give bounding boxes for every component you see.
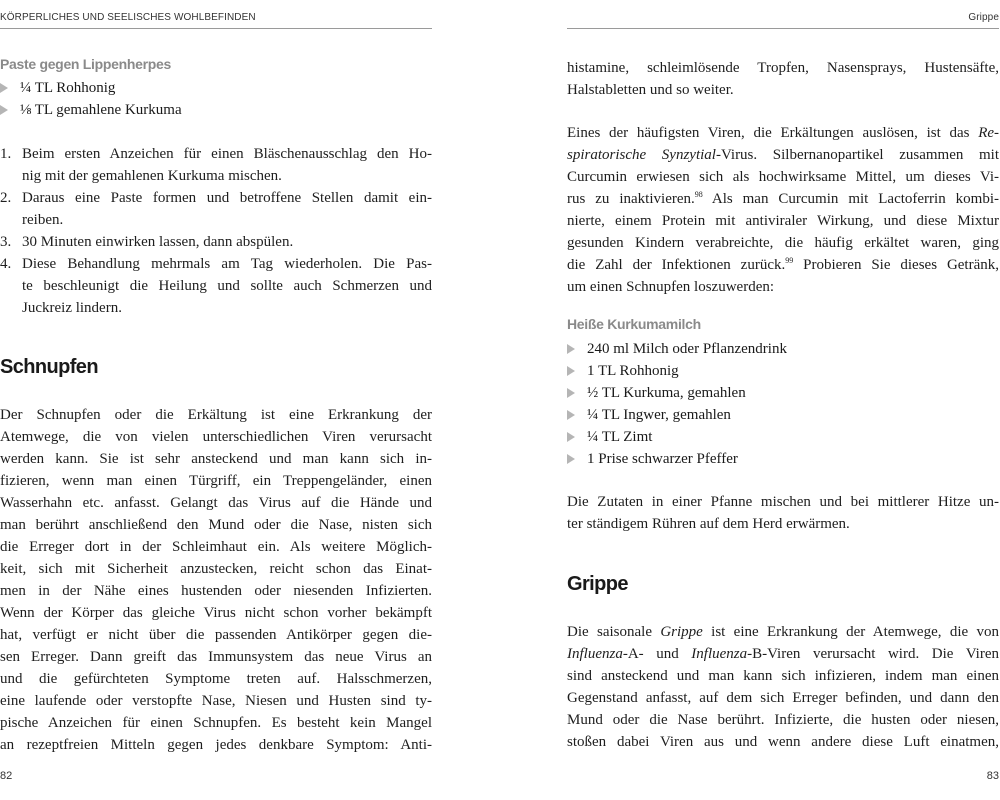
text-line: eine laufende oder verstopfte Nase, Niesen und Husten sind ty- bbox=[0, 693, 432, 709]
bullet-triangle-icon bbox=[567, 432, 575, 442]
footnote-ref: 98 bbox=[694, 190, 703, 199]
running-head-text: Grippe bbox=[968, 12, 999, 23]
step-item-cont: reiben. bbox=[22, 212, 64, 228]
text-line: spiratorische Synzytial-Virus. Silbernanopartikel zusammen mit bbox=[567, 147, 999, 163]
text-line: hat, verfügt er nicht über die passenden Antikörper gegen die- bbox=[0, 627, 432, 643]
text-line: Die saisonale Grippe ist eine Erkrankung der Atemwege, die von bbox=[567, 624, 999, 640]
text-line: an rezeptfreien Mitteln gegen jedes denkbare Symptom: Anti- bbox=[0, 737, 432, 753]
step-item: 4. Diese Behandlung mehrmals am Tag wiederholen. Die Pas- bbox=[0, 256, 432, 272]
right-page bbox=[567, 0, 999, 800]
ingredient-item: 240 ml Milch oder Pflanzendrink bbox=[567, 338, 787, 360]
text-line: pische Anzeichen für einen Schnupfen. Es besteht kein Mangel bbox=[0, 715, 432, 731]
running-head-text: KÖRPERLICHES UND SEELISCHES WOHLBEFINDEN bbox=[0, 12, 256, 23]
step-item: 1. Beim ersten Anzeichen für einen Bläschenausschlag den Ho- bbox=[0, 146, 432, 162]
bullet-triangle-icon bbox=[0, 83, 8, 93]
text-line: Halstabletten und so weiter. bbox=[567, 82, 734, 98]
text-line: gesunden Kindern verabreichte, die häufig erkältet waren, ging bbox=[567, 235, 999, 251]
text-line: werden kann. Sie ist sehr ansteckend und man kann sich in- bbox=[0, 451, 432, 467]
text-line: Mund oder die Nase berührt. Infizierte, die husten oder niesen, bbox=[567, 712, 999, 728]
footnote-ref: 99 bbox=[785, 256, 794, 265]
section-heading-grippe: Grippe bbox=[567, 573, 628, 595]
ingredient-item: ¼ TL Zimt bbox=[567, 426, 652, 448]
text-line: ter ständigem Rühren auf dem Herd erwärmen. bbox=[567, 516, 850, 532]
text-line: histamine, schleimlösende Tropfen, Nasensprays, Hustensäfte, bbox=[567, 60, 999, 76]
step-item: 3. 30 Minuten einwirken lassen, dann abspülen. bbox=[0, 234, 294, 250]
running-head bbox=[0, 12, 432, 29]
text-line: Influenza-A- und Influenza-B-Viren verursacht wird. Die Viren bbox=[567, 646, 999, 662]
step-item: 2. Daraus eine Paste formen und betroffene Stellen damit ein- bbox=[0, 190, 432, 206]
page-number: 83 bbox=[986, 770, 999, 782]
text-line: sen Erreger. Dann greift das Immunsystem das neue Virus an bbox=[0, 649, 432, 665]
text-line: Wenn der Körper das gleiche Virus nicht schon vorher bekämpft bbox=[0, 605, 432, 621]
running-head bbox=[567, 12, 999, 29]
bullet-triangle-icon bbox=[567, 366, 575, 376]
text-line: und die gefürchteten Symptome treten auf. Halsschmerzen, bbox=[0, 671, 432, 687]
text-line: Curcumin erwiesen sich als hochwirksame Mittel, um dieses Vi- bbox=[567, 169, 999, 185]
step-item-cont: te beschleunigt die Heilung und sollte auch Schmerzen und bbox=[22, 278, 432, 294]
page-number: 82 bbox=[0, 770, 13, 782]
ingredient-item: ¼ TL Ingwer, gemahlen bbox=[567, 404, 731, 426]
text-line: sind ansteckend und man kann sich infizieren, indem man einen bbox=[567, 668, 999, 684]
step-item-cont: Juckreiz lindern. bbox=[22, 300, 122, 316]
text-line: die Erreger dort in der Schleimhaut ein. Als weitere Möglich- bbox=[0, 539, 432, 555]
section-heading-schnupfen: Schnupfen bbox=[0, 356, 98, 378]
ingredient-item: ½ TL Kurkuma, gemahlen bbox=[567, 382, 746, 404]
step-item-cont: nig mit der gemahlenen Kurkuma mischen. bbox=[22, 168, 282, 184]
recipe-title: Heiße Kurkumamilch bbox=[567, 316, 701, 332]
left-page bbox=[0, 0, 432, 800]
text-line: Atemwege, die von vielen unterschiedlichen Viren verursacht bbox=[0, 429, 432, 445]
ingredient-item: 1 Prise schwarzer Pfeffer bbox=[567, 448, 738, 470]
text-line: Der Schnupfen oder die Erkältung ist eine Erkrankung der bbox=[0, 407, 432, 423]
bullet-triangle-icon bbox=[0, 105, 8, 115]
text-line: die Zahl der Infektionen zurück.$^{99}$ Probieren Sie dieses Getränk, bbox=[567, 256, 999, 273]
ingredient-item: ⅛ TL gemahlene Kurkuma bbox=[0, 99, 182, 121]
text-line: nierte, einem Protein mit antiviraler Wirkung, und diese Mixtur bbox=[567, 213, 999, 229]
bullet-triangle-icon bbox=[567, 454, 575, 464]
text-line: fizieren, wenn man einen Türgriff, ein Treppengeländer, einen bbox=[0, 473, 432, 489]
text-line: rus zu inaktivieren.$^{98}$ Als man Curcumin mit Lactoferrin kombi- bbox=[567, 190, 999, 207]
ingredient-item: ¼ TL Rohhonig bbox=[0, 77, 115, 99]
text-line: man berührt anschließend den Mund oder die Nase, nisten sich bbox=[0, 517, 432, 533]
text-line: um einen Schnupfen loszuwerden: bbox=[567, 279, 775, 295]
text-line: Gegenstand anfasst, auf dem sich Erreger befinden, und dann den bbox=[567, 690, 999, 706]
text-line: Eines der häufigsten Viren, die Erkältungen auslösen, ist das Re- bbox=[567, 125, 1000, 141]
text-line: men in der Nähe eines hustenden oder niesenden Infizierten. bbox=[0, 583, 432, 599]
bullet-triangle-icon bbox=[567, 388, 575, 398]
bullet-triangle-icon bbox=[567, 410, 575, 420]
text-line: Die Zutaten in einer Pfanne mischen und bei mittlerer Hitze un- bbox=[567, 494, 999, 510]
ingredient-item: 1 TL Rohhonig bbox=[567, 360, 679, 382]
text-line: stoßen dabei Viren aus und wenn andere diese Luft einatmen, bbox=[567, 734, 999, 750]
text-line: Wasserhahn etc. anfasst. Gelangt das Virus auf die Hände und bbox=[0, 495, 432, 511]
bullet-triangle-icon bbox=[567, 344, 575, 354]
recipe-title: Paste gegen Lippenherpes bbox=[0, 56, 171, 72]
text-line: keit, sich mit Sicherheit anzustecken, reicht schon das Einat- bbox=[0, 561, 432, 577]
